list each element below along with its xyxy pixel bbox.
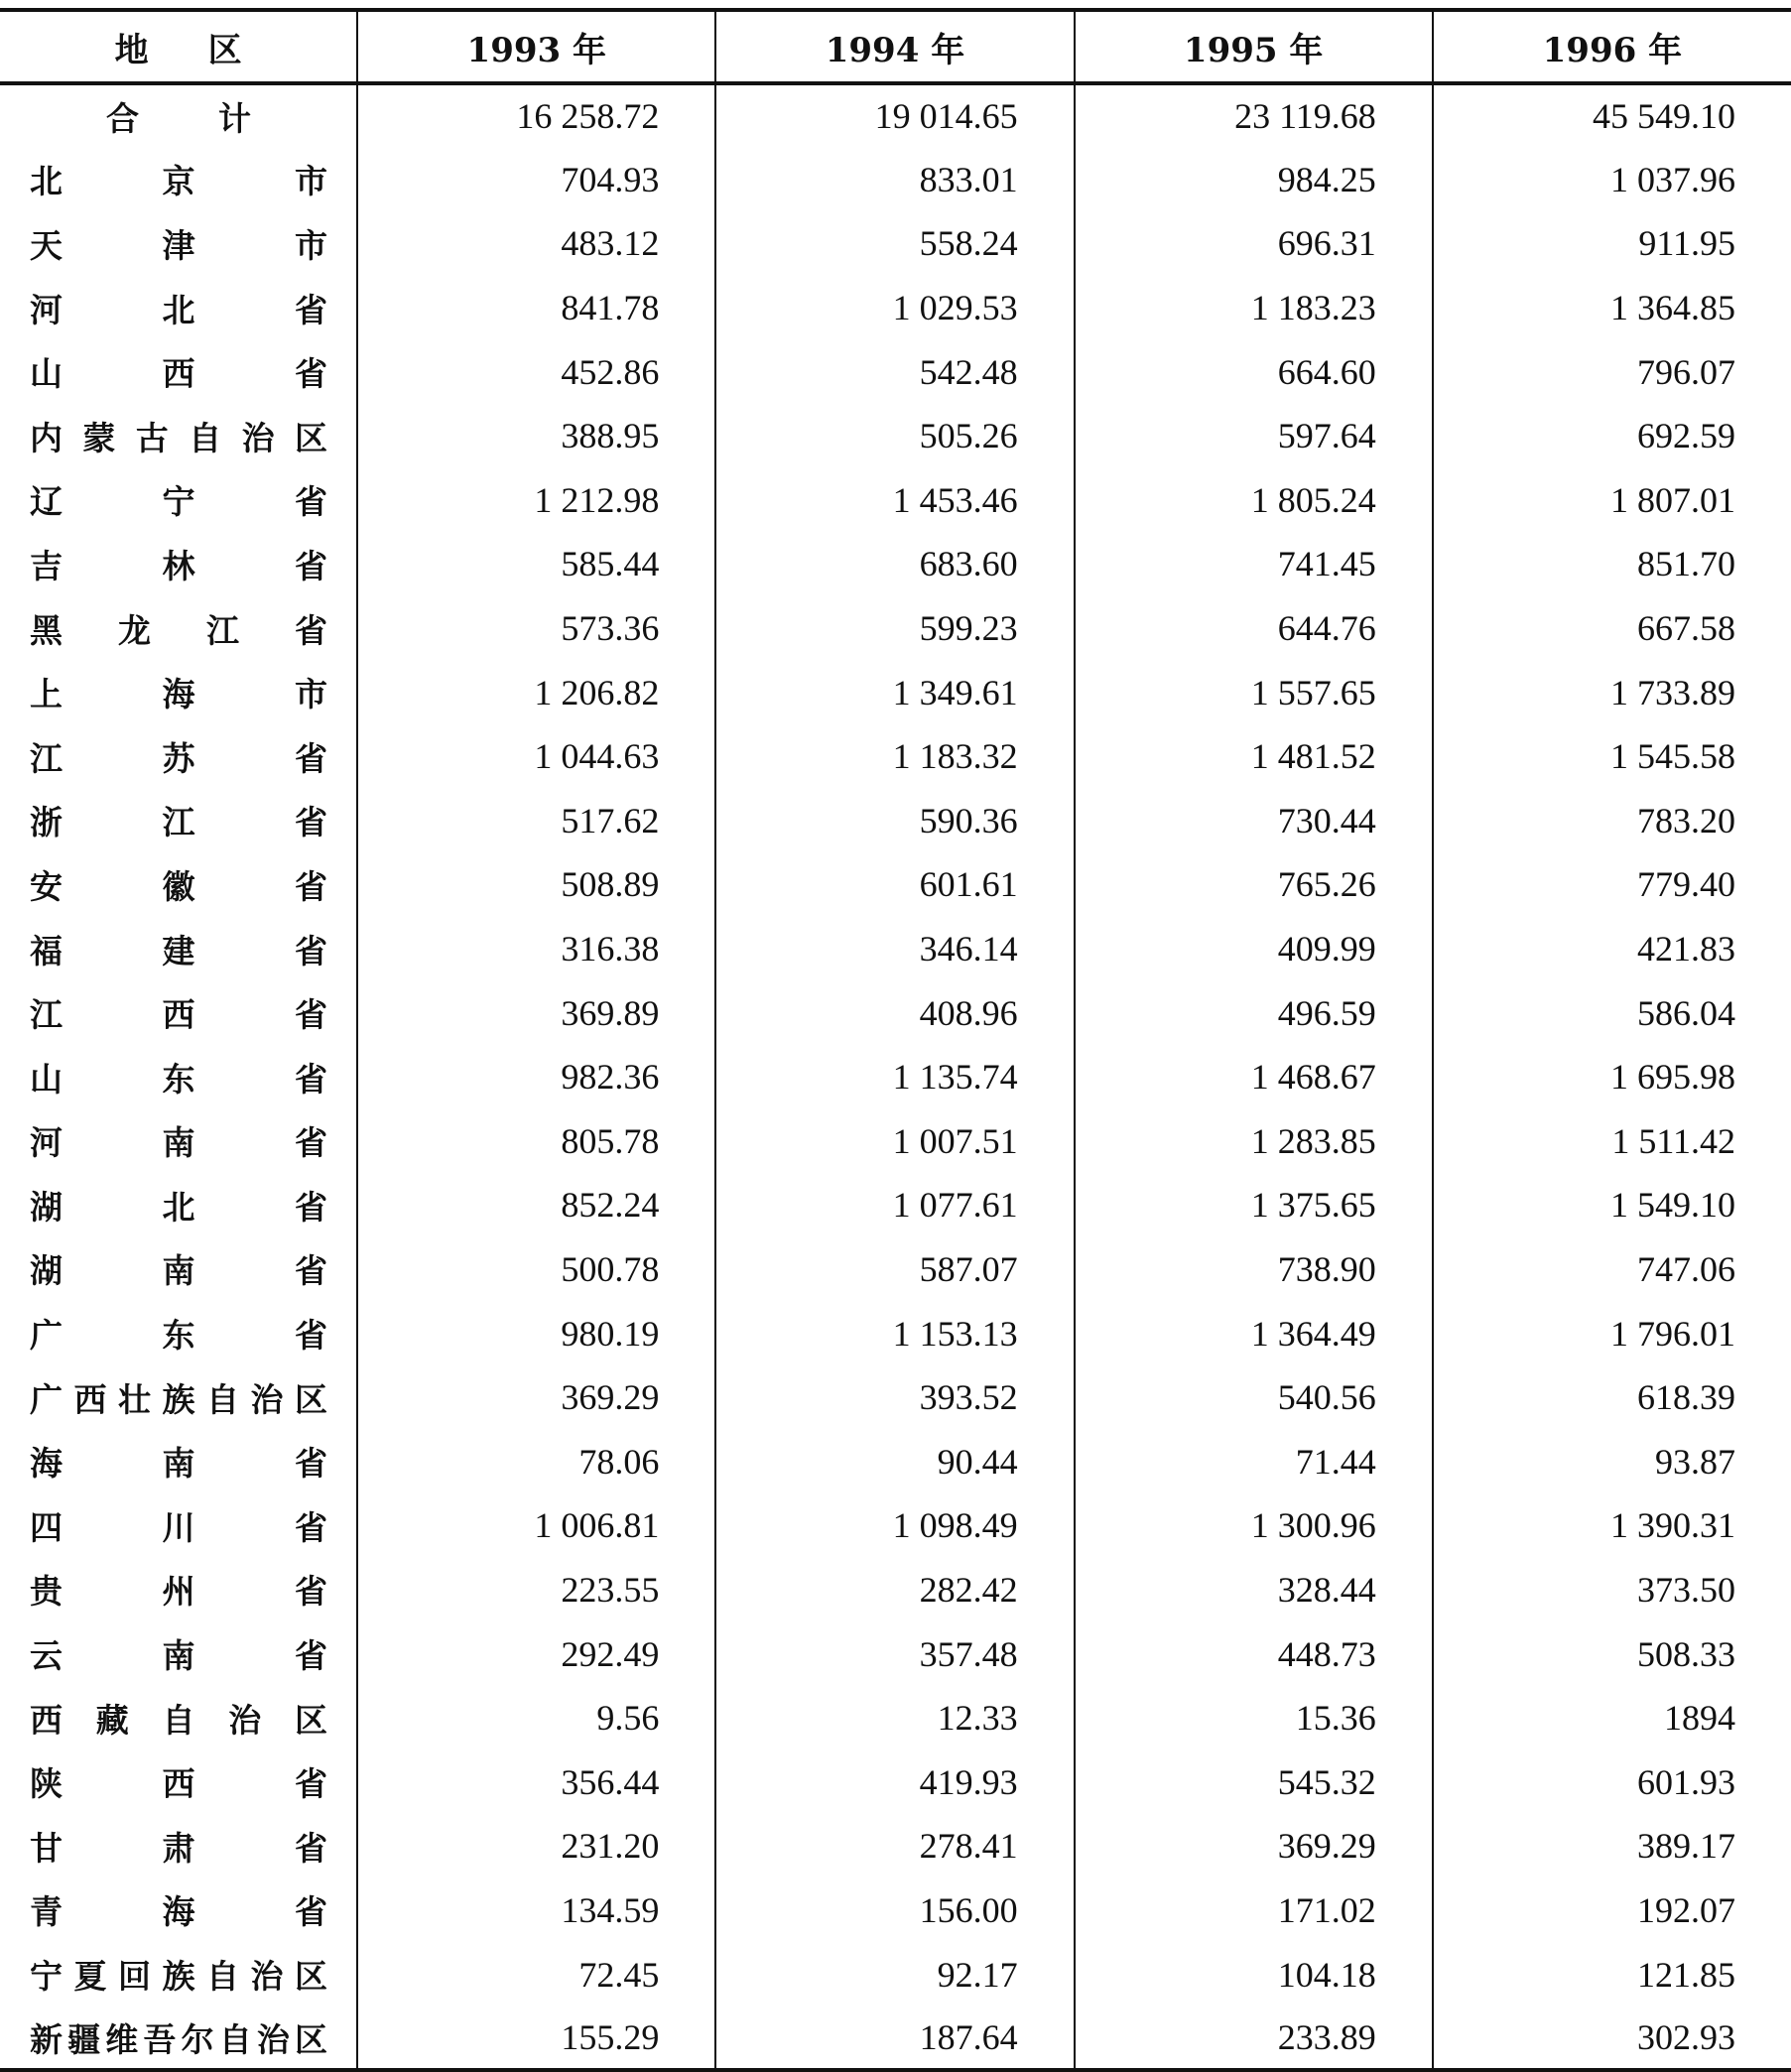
value-cell-1996: 692.59 [1433, 404, 1791, 468]
value-cell-1996: 373.50 [1433, 1558, 1791, 1622]
table-row [0, 404, 1791, 468]
value-cell-1995: 448.73 [1075, 1621, 1433, 1686]
region-cell [0, 1878, 357, 1943]
value-cell-1993: 585.44 [357, 532, 715, 596]
value-cell-1994: 1 453.46 [715, 468, 1074, 533]
region-cell [0, 1301, 357, 1365]
value-cell-1994: 408.96 [715, 980, 1074, 1045]
value-cell-1993: 356.44 [357, 1749, 715, 1814]
value-cell-1996: 747.06 [1433, 1237, 1791, 1302]
value-cell-1996: 45 549.10 [1433, 83, 1791, 148]
region-name: 湖 北 省 [30, 1187, 327, 1227]
table-row [0, 1558, 1791, 1622]
table-row [0, 1173, 1791, 1237]
value-cell-1995: 23 119.68 [1075, 83, 1433, 148]
value-cell-1993: 223.55 [357, 1558, 715, 1622]
value-cell-1995: 644.76 [1075, 596, 1433, 661]
region-cell [0, 1429, 357, 1493]
region-name: 天 津 市 [30, 225, 327, 265]
value-cell-1994: 1 077.61 [715, 1173, 1074, 1237]
region-cell [0, 1749, 357, 1814]
value-cell-1995: 496.59 [1075, 980, 1433, 1045]
value-cell-1994: 542.48 [715, 339, 1074, 404]
value-cell-1995: 171.02 [1075, 1878, 1433, 1943]
value-cell-1993: 500.78 [357, 1237, 715, 1302]
region-cell [0, 1237, 357, 1302]
region-cell [0, 1109, 357, 1174]
value-cell-1993: 388.95 [357, 404, 715, 468]
region-cell [0, 1558, 357, 1622]
value-cell-1996: 601.93 [1433, 1749, 1791, 1814]
value-cell-1996: 1 796.01 [1433, 1301, 1791, 1365]
table-row [0, 724, 1791, 789]
value-cell-1994: 1 349.61 [715, 660, 1074, 724]
region-name: 陕 西 省 [30, 1764, 327, 1804]
value-cell-1994: 278.41 [715, 1814, 1074, 1878]
value-cell-1995: 730.44 [1075, 789, 1433, 853]
value-cell-1994: 156.00 [715, 1878, 1074, 1943]
value-cell-1996: 1894 [1433, 1686, 1791, 1750]
region-name: 北 京 市 [30, 162, 327, 201]
value-cell-1994: 505.26 [715, 404, 1074, 468]
header-row [0, 10, 1791, 83]
region-cell [0, 789, 357, 853]
value-cell-1996: 911.95 [1433, 211, 1791, 276]
value-cell-1995: 738.90 [1075, 1237, 1433, 1302]
value-cell-1994: 1 098.49 [715, 1493, 1074, 1558]
value-cell-1995: 1 183.23 [1075, 276, 1433, 340]
value-cell-1994: 590.36 [715, 789, 1074, 853]
region-name: 江 苏 省 [30, 738, 327, 778]
value-cell-1995: 1 283.85 [1075, 1109, 1433, 1174]
region-name: 黑 龙 江 省 [30, 610, 327, 650]
value-cell-1993: 16 258.72 [357, 83, 715, 148]
value-cell-1996: 783.20 [1433, 789, 1791, 853]
value-cell-1993: 508.89 [357, 852, 715, 917]
value-cell-1995: 15.36 [1075, 1686, 1433, 1750]
table-row [0, 1878, 1791, 1943]
region-cell [0, 1621, 357, 1686]
value-cell-1996: 1 733.89 [1433, 660, 1791, 724]
value-cell-1996: 192.07 [1433, 1878, 1791, 1943]
region-name: 云 南 省 [30, 1636, 327, 1676]
region-name: 湖 南 省 [30, 1251, 327, 1291]
value-cell-1995: 328.44 [1075, 1558, 1433, 1622]
table-row [0, 1429, 1791, 1493]
region-cell [0, 339, 357, 404]
region-cell [0, 2007, 357, 2071]
data-table-container [0, 8, 1791, 2072]
value-cell-1994: 587.07 [715, 1237, 1074, 1302]
value-cell-1994: 833.01 [715, 148, 1074, 212]
region-name: 辽 宁 省 [30, 482, 327, 522]
value-cell-1993: 573.36 [357, 596, 715, 661]
value-cell-1995: 233.89 [1075, 2007, 1433, 2071]
value-cell-1993: 805.78 [357, 1109, 715, 1174]
value-cell-1993: 517.62 [357, 789, 715, 853]
value-cell-1995: 741.45 [1075, 532, 1433, 596]
value-cell-1993: 980.19 [357, 1301, 715, 1365]
region-name: 广 东 省 [30, 1316, 327, 1356]
region-cell [0, 852, 357, 917]
region-cell [0, 1493, 357, 1558]
value-cell-1993: 369.89 [357, 980, 715, 1045]
value-cell-1993: 316.38 [357, 917, 715, 981]
table-row [0, 1493, 1791, 1558]
table-row [0, 596, 1791, 661]
value-cell-1996: 586.04 [1433, 980, 1791, 1045]
value-cell-1994: 12.33 [715, 1686, 1074, 1750]
table-row [0, 789, 1791, 853]
region-cell [0, 1365, 357, 1430]
value-cell-1993: 155.29 [357, 2007, 715, 2071]
value-cell-1994: 1 007.51 [715, 1109, 1074, 1174]
table-row [0, 917, 1791, 981]
region-name: 山 东 省 [30, 1059, 327, 1099]
region-name: 安 徽 省 [30, 866, 327, 906]
table-row [0, 1621, 1791, 1686]
value-cell-1993: 1 206.82 [357, 660, 715, 724]
value-cell-1994: 1 183.32 [715, 724, 1074, 789]
region-cell [0, 276, 357, 340]
region-name: 浙 江 省 [30, 803, 327, 842]
value-cell-1996: 667.58 [1433, 596, 1791, 661]
value-cell-1996: 1 364.85 [1433, 276, 1791, 340]
value-cell-1995: 664.60 [1075, 339, 1433, 404]
value-cell-1994: 393.52 [715, 1365, 1074, 1430]
value-cell-1994: 558.24 [715, 211, 1074, 276]
region-name: 海 南 省 [30, 1444, 327, 1484]
table-row [0, 1045, 1791, 1109]
value-cell-1995: 696.31 [1075, 211, 1433, 276]
value-cell-1995: 1 557.65 [1075, 660, 1433, 724]
table-row [0, 1237, 1791, 1302]
table-row [0, 276, 1791, 340]
region-cell [0, 1686, 357, 1750]
value-cell-1995: 1 468.67 [1075, 1045, 1433, 1109]
value-cell-1993: 841.78 [357, 276, 715, 340]
region-name: 山 西 省 [30, 354, 327, 394]
value-cell-1996: 851.70 [1433, 532, 1791, 596]
table-row [0, 1749, 1791, 1814]
value-cell-1994: 1 135.74 [715, 1045, 1074, 1109]
region-name: 西 藏 自 治 区 [30, 1700, 327, 1740]
value-cell-1995: 1 300.96 [1075, 1493, 1433, 1558]
region-name: 广 西 壮 族 自 治 区 [30, 1379, 327, 1419]
value-cell-1995: 984.25 [1075, 148, 1433, 212]
value-cell-1993: 134.59 [357, 1878, 715, 1943]
total-row [0, 83, 1791, 148]
region-cell [0, 1045, 357, 1109]
value-cell-1996: 1 390.31 [1433, 1493, 1791, 1558]
region-cell [0, 83, 357, 148]
value-cell-1994: 19 014.65 [715, 83, 1074, 148]
region-name: 河 南 省 [30, 1123, 327, 1163]
value-cell-1995: 71.44 [1075, 1429, 1433, 1493]
header-1993: 1993 年 [357, 10, 715, 83]
value-cell-1996: 421.83 [1433, 917, 1791, 981]
value-cell-1996: 1 549.10 [1433, 1173, 1791, 1237]
value-cell-1994: 1 029.53 [715, 276, 1074, 340]
value-cell-1994: 90.44 [715, 1429, 1074, 1493]
region-cell [0, 468, 357, 533]
value-cell-1994: 683.60 [715, 532, 1074, 596]
value-cell-1996: 1 695.98 [1433, 1045, 1791, 1109]
value-cell-1996: 508.33 [1433, 1621, 1791, 1686]
table-header [0, 10, 1791, 83]
region-name: 江 西 省 [30, 995, 327, 1035]
value-cell-1994: 419.93 [715, 1749, 1074, 1814]
value-cell-1995: 597.64 [1075, 404, 1433, 468]
region-cell [0, 1173, 357, 1237]
value-cell-1994: 346.14 [715, 917, 1074, 981]
value-cell-1993: 1 006.81 [357, 1493, 715, 1558]
header-region: 地区 [0, 10, 357, 83]
value-cell-1996: 779.40 [1433, 852, 1791, 917]
region-name: 福 建 省 [30, 931, 327, 971]
table-row [0, 2007, 1791, 2071]
value-cell-1995: 1 481.52 [1075, 724, 1433, 789]
region-cell [0, 148, 357, 212]
value-cell-1994: 357.48 [715, 1621, 1074, 1686]
region-cell [0, 1942, 357, 2007]
value-cell-1995: 369.29 [1075, 1814, 1433, 1878]
value-cell-1995: 1 364.49 [1075, 1301, 1433, 1365]
value-cell-1993: 982.36 [357, 1045, 715, 1109]
header-1995: 1995 年 [1075, 10, 1433, 83]
value-cell-1993: 369.29 [357, 1365, 715, 1430]
value-cell-1993: 78.06 [357, 1429, 715, 1493]
value-cell-1994: 282.42 [715, 1558, 1074, 1622]
value-cell-1993: 231.20 [357, 1814, 715, 1878]
table-row [0, 468, 1791, 533]
region-cell [0, 1814, 357, 1878]
table-row [0, 1814, 1791, 1878]
region-cell [0, 980, 357, 1045]
region-data-table [0, 8, 1791, 2072]
value-cell-1993: 852.24 [357, 1173, 715, 1237]
table-row [0, 1109, 1791, 1174]
region-name: 甘 肃 省 [30, 1828, 327, 1868]
value-cell-1995: 104.18 [1075, 1942, 1433, 2007]
region-name: 新 疆 维 吾 尔 自 治 区 [30, 2019, 327, 2059]
table-row [0, 1942, 1791, 2007]
region-name: 青 海 省 [30, 1892, 327, 1932]
value-cell-1995: 545.32 [1075, 1749, 1433, 1814]
value-cell-1996: 618.39 [1433, 1365, 1791, 1430]
header-1994: 1994 年 [715, 10, 1074, 83]
value-cell-1994: 92.17 [715, 1942, 1074, 2007]
value-cell-1996: 389.17 [1433, 1814, 1791, 1878]
region-cell [0, 211, 357, 276]
table-body [0, 83, 1791, 2070]
region-cell [0, 660, 357, 724]
region-cell [0, 596, 357, 661]
value-cell-1996: 1 037.96 [1433, 148, 1791, 212]
value-cell-1994: 187.64 [715, 2007, 1074, 2071]
region-cell [0, 724, 357, 789]
value-cell-1995: 765.26 [1075, 852, 1433, 917]
region-name: 吉 林 省 [30, 546, 327, 585]
value-cell-1996: 796.07 [1433, 339, 1791, 404]
region-name: 贵 州 省 [30, 1572, 327, 1612]
value-cell-1993: 72.45 [357, 1942, 715, 2007]
value-cell-1995: 409.99 [1075, 917, 1433, 981]
table-row [0, 1686, 1791, 1750]
header-1996: 1996 年 [1433, 10, 1791, 83]
value-cell-1996: 93.87 [1433, 1429, 1791, 1493]
region-cell [0, 917, 357, 981]
value-cell-1993: 1 212.98 [357, 468, 715, 533]
table-row [0, 980, 1791, 1045]
value-cell-1996: 121.85 [1433, 1942, 1791, 2007]
region-name: 河 北 省 [30, 290, 327, 329]
region-name: 宁 夏 回 族 自 治 区 [30, 1957, 327, 1997]
value-cell-1996: 302.93 [1433, 2007, 1791, 2071]
value-cell-1995: 540.56 [1075, 1365, 1433, 1430]
table-row [0, 852, 1791, 917]
value-cell-1993: 704.93 [357, 148, 715, 212]
table-row [0, 1301, 1791, 1365]
value-cell-1994: 601.61 [715, 852, 1074, 917]
value-cell-1995: 1 805.24 [1075, 468, 1433, 533]
region-name: 上 海 市 [30, 675, 327, 714]
region-name: 内 蒙 古 自 治 区 [30, 418, 327, 457]
table-row [0, 211, 1791, 276]
region-cell [0, 532, 357, 596]
table-row [0, 1365, 1791, 1430]
value-cell-1994: 1 153.13 [715, 1301, 1074, 1365]
value-cell-1996: 1 807.01 [1433, 468, 1791, 533]
value-cell-1996: 1 545.58 [1433, 724, 1791, 789]
value-cell-1993: 1 044.63 [357, 724, 715, 789]
value-cell-1994: 599.23 [715, 596, 1074, 661]
value-cell-1993: 452.86 [357, 339, 715, 404]
value-cell-1996: 1 511.42 [1433, 1109, 1791, 1174]
table-row [0, 339, 1791, 404]
value-cell-1993: 483.12 [357, 211, 715, 276]
table-row [0, 532, 1791, 596]
value-cell-1995: 1 375.65 [1075, 1173, 1433, 1237]
region-name: 四 川 省 [30, 1507, 327, 1547]
region-cell [0, 404, 357, 468]
table-row [0, 660, 1791, 724]
region-name: 合 计 [106, 98, 251, 138]
value-cell-1993: 9.56 [357, 1686, 715, 1750]
table-row [0, 148, 1791, 212]
value-cell-1993: 292.49 [357, 1621, 715, 1686]
